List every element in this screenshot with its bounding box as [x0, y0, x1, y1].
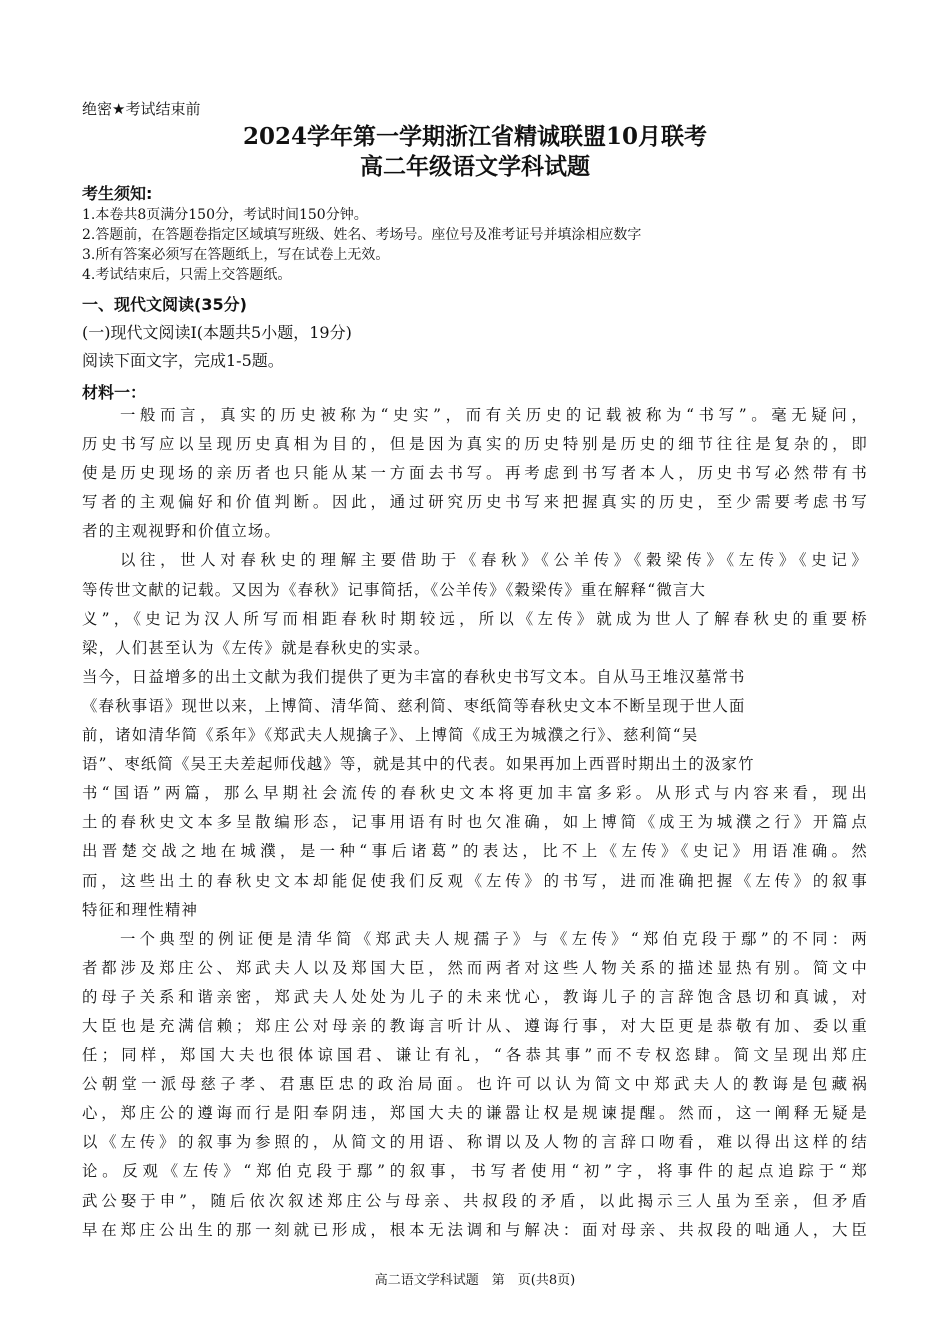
- passage-line: 以《左传》的叙事为参照的，从简文的用语、称谓以及人物的言辞口吻看，难以得出这样的结: [82, 1133, 868, 1152]
- passage-line: 前，诸如清华简《系年》《郑武夫人规擒子》、上博简《成王为城濮之行》、慈利简“吴: [82, 726, 699, 745]
- reading-instruction: 阅读下面文字，完成1-5题。: [82, 351, 284, 370]
- passage-line: 等传世文献的记载。又因为《春秋》记事简括，《公羊传》《穀梁传》重在解释“微言大: [82, 580, 707, 599]
- passage-line: 《春秋事语》现世以来，上博简、清华简、慈利简、枣纸简等春秋史文本不断呈现于世人面: [82, 696, 746, 715]
- notice-title: 考生须知:: [82, 184, 153, 203]
- passage-line: 的母子关系和谐亲密，郑武夫人处处为儿子的未来忧心，教诲儿子的言辞饱含恳切和真诚，对: [82, 987, 868, 1006]
- section-heading: 一、现代文阅读(35分): [82, 295, 247, 314]
- material-label: 材料一：: [82, 383, 147, 402]
- passage-line: 公朝堂一派母慈子孝、君惠臣忠的政治局面。也许可以认为简文中郑武夫人的教诲是包藏祸: [82, 1075, 868, 1094]
- passage-line: 任；同样，郑国大夫也很体谅国君、谦让有礼，“各恭其事”而不专权恣肆。简文呈现出郑庄: [82, 1046, 868, 1065]
- passage-line: 者的主观视野和价值立场。: [82, 522, 282, 541]
- exam-title: 2024学年第一学期浙江省精诚联盟10月联考: [242, 123, 708, 150]
- passage-line: 义”，《史记为汉人所写而相距春秋时期较远，所以《左传》就成为世人了解春秋史的重要桥: [82, 609, 868, 628]
- passage-line: 武公娶于申”，随后依次叙述郑庄公与母亲、共叔段的矛盾，以此揭示三人虽为至亲，但矛盾: [82, 1191, 868, 1210]
- passage-line: 出晋楚交战之地在城濮，是一种“事后诸葛”的表达，比不上《左传》《史记》用语准确。然: [82, 842, 868, 861]
- passage-line: 历史书写应以呈现历史真相为目的，但是因为真实的历史特别是历史的细节往往是复杂的，即: [82, 435, 868, 454]
- confidential-mark: 绝密★考试结束前: [82, 100, 201, 118]
- passage-line: 心，郑庄公的遵诲而行是阳奉阴违，郑国大夫的谦嚣让权是规谏提醒。然而，这一阐释无疑是: [82, 1104, 868, 1123]
- passage-line: 早在郑庄公出生的那一刻就已形成，根本无法调和与解决：面对母亲、共叔段的咄通人，大臣: [82, 1220, 868, 1239]
- passage-line: 书“国语”两篇，那么早期社会流传的春秋史文本将更加丰富多彩。从形式与内容来看，现出: [82, 784, 868, 803]
- passage-line: 以往，世人对春秋史的理解主要借助于《春秋》《公羊传》《穀梁传》《左传》《史记》: [120, 551, 868, 570]
- exam-subtitle: 高二年级语文学科试题: [360, 153, 590, 180]
- passage-line: 大臣也是充满信赖；郑庄公对母亲的教诲言听计从、遵诲行事，对大臣更是恭敬有加、委以重: [82, 1016, 868, 1035]
- passage-line: 写者的主观偏好和价值判断。因此，通过研究历史书写来把握真实的历史，至少需要考虑书写: [82, 493, 868, 512]
- passage-body: [82, 401, 868, 1245]
- notice-item: 3.所有答案必须写在答题纸上，写在试卷上无效。: [82, 247, 390, 263]
- passage-line: 一个典型的例证便是清华简《郑武夫人规孺子》与《左传》“郑伯克段于鄢”的不同：两: [120, 929, 868, 948]
- passage-line: 而，这些出土的春秋史文本却能促使我们反观《左传》的书写，进而准确把握《左传》的叙事: [82, 871, 868, 890]
- passage-line: 语”、枣纸简《吴王夫差起师伐越》等，就是其中的代表。如果再加上西晋时期出土的汲家竹: [82, 755, 755, 774]
- passage-line: 使是历史现场的亲历者也只能从某一方面去书写。再考虑到书写者本人，历史书写必然带有书: [82, 464, 868, 483]
- passage-line: 者都涉及郑庄公、郑武夫人以及郑国大臣，然而两者对这些人物关系的描述显热有别。简文中: [82, 958, 868, 977]
- passage-line: 一般而言，真实的历史被称为“史实”，而有关历史的记载被称为“书写”。毫无疑问，: [120, 406, 868, 424]
- notice-item: 4.考试结束后，只需上交答题纸。: [82, 267, 292, 283]
- notice-item: 1.本卷共8页满分150分，考试时间150分钟。: [82, 207, 368, 223]
- passage-line: 梁，人们甚至认为《左传》就是春秋史的实录。: [82, 638, 431, 657]
- subsection-heading: (一)现代文阅读I(本题共5小题，19分): [82, 323, 352, 342]
- passage-line: 论。反观《左传》“郑伯克段于鄢”的叙事，书写者使用“初”字，将事件的起点追踪于“郑: [82, 1162, 868, 1181]
- notice-item: 2.答题前，在答题卷指定区域填写班级、姓名、考场号。座位号及准考证号并填涂相应数字: [82, 227, 642, 243]
- page-footer: 高二语文学科试题 第 页(共8页): [374, 1273, 576, 1288]
- passage-line: 土的春秋史文本多呈散编形态，记事用语有时也欠准确，如上博简《成王为城濮之行》开篇点: [82, 813, 868, 832]
- passage-line: 特征和理性精神: [82, 900, 199, 919]
- passage-line: 当今，日益增多的出土文献为我们提供了更为丰富的春秋史书写文本。自从马王堆汉墓常书: [82, 667, 746, 686]
